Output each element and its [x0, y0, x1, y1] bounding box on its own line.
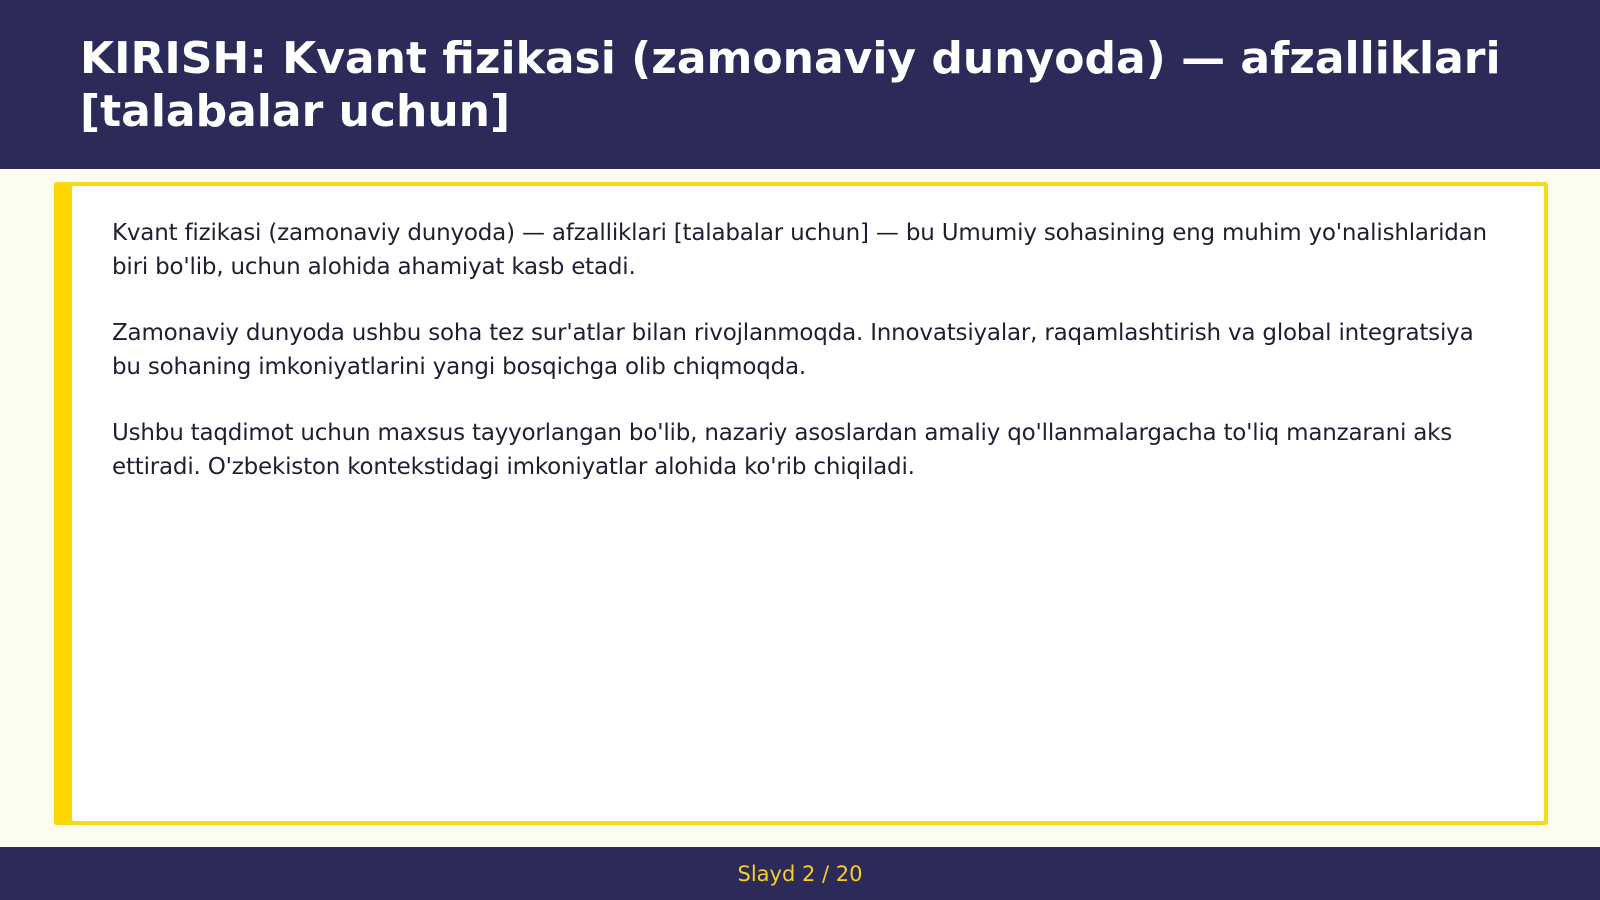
slide-footer — [0, 847, 1600, 900]
slide-header — [0, 0, 1600, 169]
slide-counter: Slayd 2 / 20 — [737, 861, 863, 886]
content-card — [54, 182, 1548, 825]
intro-paragraph-1: Kvant fizikasi (zamonaviy dunyoda) — afzalliklari [talabalar uchun] — bu Umumiy sohasining eng muhim yo'nalishlaridan biri bo'lib, uchun alohida ahamiyat kasb etadi. — [112, 220, 1487, 280]
intro-paragraph-2: Zamonaviy dunyoda ushbu soha tez sur'atlar bilan rivojlanmoqda. Innovatsiyalar, raqamlashtirish va global integratsiya bu sohaning imkoniyatlarini yangi bosqichga olib chiqmoqda. — [112, 320, 1474, 380]
slide-title: KIRISH: Kvant fizikasi (zamonaviy dunyoda) — afzalliklari [talabalar uchun] — [80, 33, 1501, 137]
intro-paragraph-3: Ushbu taqdimot uchun maxsus tayyorlangan bo'lib, nazariy asoslardan amaliy qo'llanmalargacha to'liq manzarani aks ettiradi. O'zbekiston kontekstidagi imkoniyatlar alohida ko'rib chiqiladi. — [112, 420, 1453, 480]
